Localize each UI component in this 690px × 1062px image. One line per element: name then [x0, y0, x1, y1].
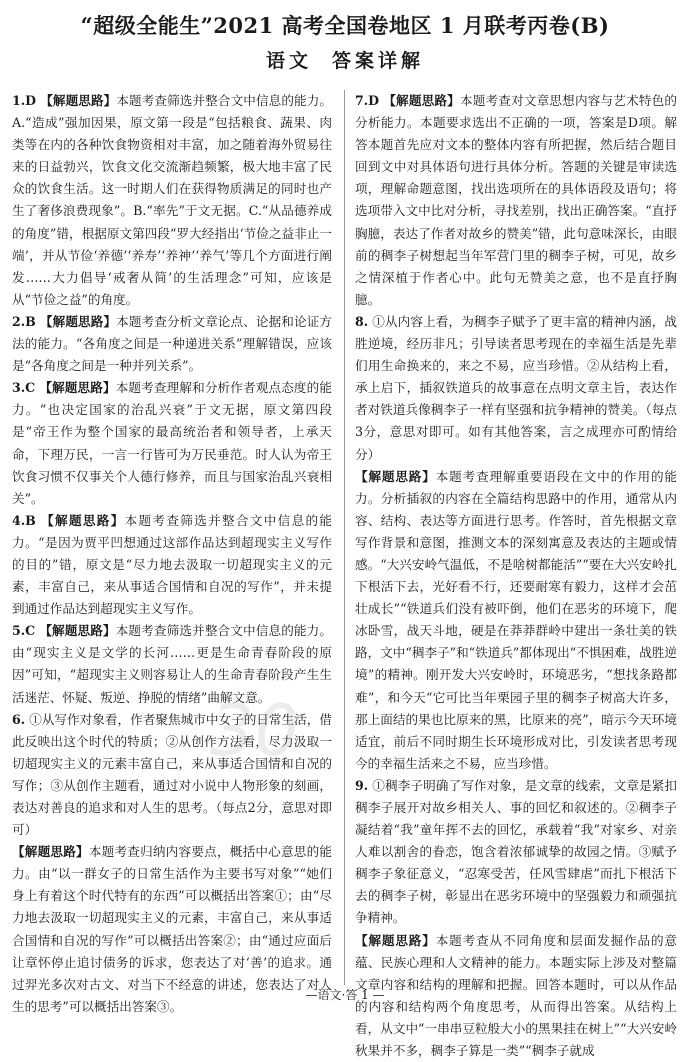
answer-text: ①从内容上看，为稠李子赋予了更丰富的精神内涵，战胜逆境，经历非凡；引导读者思考现在的幸福生活是先辈们用生命换来的，来之不易，应当珍惜。②从结构上看，承上启下，插叙铁道兵的故事意在点明文章主旨，表达作者对铁道兵像稠李子一样有坚强和抗争精神的赞美。（每点3分，意思对即可。如有其他答案，言之成理亦可酌情给分）	[355, 313, 678, 462]
solution-tag: 【解题思路】	[39, 623, 116, 639]
answer-item	[355, 466, 677, 775]
answer-number: 1.D	[12, 93, 37, 108]
solution-tag: 【解题思路】	[12, 844, 89, 860]
answer-item	[12, 510, 332, 620]
page-footer: —语文·答 1 —	[305, 988, 385, 1002]
right-column	[355, 90, 678, 1059]
answer-item	[355, 775, 677, 930]
column-divider	[344, 90, 345, 985]
page-subtitle	[0, 46, 690, 73]
page-title: “超级全能生”2021 高考全国卷地区 1 月联考丙卷(B)	[80, 13, 610, 38]
solution-tag: 【解题思路】	[39, 380, 116, 396]
answer-number: 8.	[355, 313, 369, 329]
answer-text: 本题考查筛选并整合文中信息的能力。A.“造成”强加因果，原文第一段是“包括粮食、蔬果、肉类等在内的各种饮食物资相对丰富，加之随着海外贸易往来的日益勃兴，饮食文化交流渐趋频繁，极大地丰富了民众的饮食生活。这一时期人们在获得物质满足的同时也产生了奢侈浪费现象”。B.“率先”于文无据。C.“从品德养成的角度”错，根据原文第四段“罗大经指出‘节俭之益非止一端’，并从节俭‘养德’‘养寿’‘养神’‘养气’等几个方面进行阐发……大力倡导‘戒奢从简’的生活理念”可知，应该是从“节俭之益”的角度。	[12, 93, 333, 307]
answer-number: 3.C	[12, 380, 36, 396]
solution-tag: 【解题思路】	[39, 313, 117, 329]
answer-text: ①稠李子明确了写作对象，是文章的线索，文章是紧扣稠李子展开对故乡相关人、事的回忆和叙述的。②稠李子凝结着“我”童年挥不去的回忆，承载着“我”对家乡、对亲人难以割舍的眷恋，饱含着浓郁诚挚的故园之情。③赋予稠李子象征意义，“忍寒受苦，任风雪肆虐”而扎下根活下去的稠李子树，彰显出在恶劣环境中的坚强毅力和顽强抗争精神。	[355, 777, 678, 926]
answer-detail-label: 答案详解	[332, 50, 425, 72]
answer-text: ①从写作对象看，作者聚焦城市中女子的日常生活，借此反映出这个时代的特质；②从创作方法看，尽力汲取一切超现实主义的元素丰富自己，来从事适合国情和自况的写作；③从创作主题看，通过对小说中人物形象的刻画，表达对善良的追求和对人生的思考。（每点2分，意思对即可）	[12, 711, 332, 838]
solution-tag: 【解题思路】	[41, 512, 125, 528]
answer-text: 本题考查对文章思想内容与艺术特色的分析能力。本题要求选出不正确的一项，答案是D项。解答本题首先应对文本的整体内容有所把握，然后结合题目回到文中对具体语句进行具体分析。答题的关键是审读选项，理解命题意图，找出选项所在的具体语段及语句；将选项带入文中比对分析，寻找差别，找出正确答案。“直抒胸臆，表达了作者对故乡的赞美”错，此句意味深长，由眼前的稠李子树想起当年军营门里的稠李子树，可见，故乡之情深植于作者心中。此句无赞美之意，也不是直抒胸臆。	[355, 93, 678, 307]
answer-text: 本题考查筛选并整合文中信息的能力。“是因为贾平凹想通过这部作品达到超现实主义写作的目的”错，原文是“尽力地去汲取一切超现实主义的元素，丰富自己，来从事适合国情和自况的写作”，并未提到通过作品达到超现实主义写作。	[12, 512, 332, 617]
watermark-logo	[200, 685, 320, 775]
answer-item	[12, 311, 332, 377]
answer-item	[12, 377, 332, 510]
solution-tag: 【解题思路】	[383, 93, 460, 108]
answer-item	[355, 90, 677, 311]
answer-number: 7.D	[355, 93, 380, 108]
answer-text: 本题考查筛选并整合文中信息的能力。由“现实主义是文学的长河……更是生命青春阶段的原因”可知，“超现实主义则容易让人的生命青春阶段产生生活迷茫、怀疑、叛逆、挣脱的情绪”曲解文意。	[12, 623, 332, 705]
answer-number: 2.B	[12, 313, 36, 329]
answer-text: 本题考查分析文章论点、论据和论证方法的能力。“各角度之间是一种递进关系”理解错误，应该是“各角度之间是一种并列关系”。	[12, 313, 333, 374]
answer-number: 6.	[12, 711, 26, 727]
svg-text:30: 30	[210, 690, 300, 772]
solution-tag: 【解题思路】	[355, 468, 436, 484]
answer-item	[355, 311, 677, 466]
answer-number: 4.B	[12, 512, 36, 528]
left-column	[12, 90, 333, 1014]
subject-label: 语文	[265, 50, 312, 72]
solution-tag: 【解题思路】	[40, 93, 117, 108]
answer-number: 5.C	[12, 623, 36, 639]
answer-text: 本题考查从不同角度和层面发掘作品的意蕴、民族心理和人文精神的能力。本题实际上涉及对整篇文章内容和结构的理解和把握。回答本题时，可以从作品的内容和结构两个角度思考，从而得出答案。从结构上看，从文中“一串串豆粒般大小的黑果挂在树上”“大兴安岭秋果并不多，稠李子算是一类”“稠李子就成	[355, 932, 678, 1059]
answer-text: 本题考查归纳内容要点，概括中心意思的能力。由“以一群女子的日常生活作为主要书写对象”“她们身上有着这个时代特有的东西”可以概括出答案①；由“尽力地去汲取一切超现实主义的元素，丰富自己，来从事适合国情和自况的写作”可以概括出答案②；由“通过应面后让章怀停止追讨债务的诉求，您表达了对‘善’的追求。通过羿光多次对古文、对当下不经意的讲述，您表达了对人生的思考”可以概括出答案③。	[12, 844, 333, 1014]
answer-item	[12, 90, 332, 311]
solution-tag: 【解题思路】	[355, 932, 436, 948]
answer-text: 本题考查理解重要语段在文中的作用的能力。分析插叙的内容在全篇结构思路中的作用，通常从内容、结构、表达等方面进行思考。作答时，首先根据文章写作背景和意图，推测文本的深刻寓意及表达的主题或情感。“大兴安岭气温低，不是啥树都能活”“要在大兴安岭扎下根活下去，光好看不行，还要耐寒有毅力，这样才会茁壮成长”“铁道兵们没有被吓倒，他们在恶劣的环境下，爬冰卧雪，战天斗地，硬是在莽莽群岭中建出一条壮美的铁路，文中“稠李子”和“铁道兵”都体现出“不惧困难，战胜逆境”的精神。刚开发大兴安岭时，环境恶劣，“想找条路都难”，和今天“它可比当年栗园子里的稠李子树高大许多，那上面结的果也比原来的黑，比原来的亮”，暗示今天环境适宜，前后不同时期生长环境形成对比，引发读者思考现今的幸福生活来之不易，应当珍惜。	[355, 468, 678, 771]
answer-text: 本题考查理解和分析作者观点态度的能力。“也决定国家的治乱兴衰”于文无据，原文第四段是“帝王作为整个国家的最高统治者和领导者，上承天命，下理万民，一言一行皆可为万民垂范。时人认为帝王饮食习惯不仅事关个人德行修养，而且与国家治乱兴衰相关”。	[12, 380, 332, 506]
answer-number: 9.	[355, 777, 369, 793]
